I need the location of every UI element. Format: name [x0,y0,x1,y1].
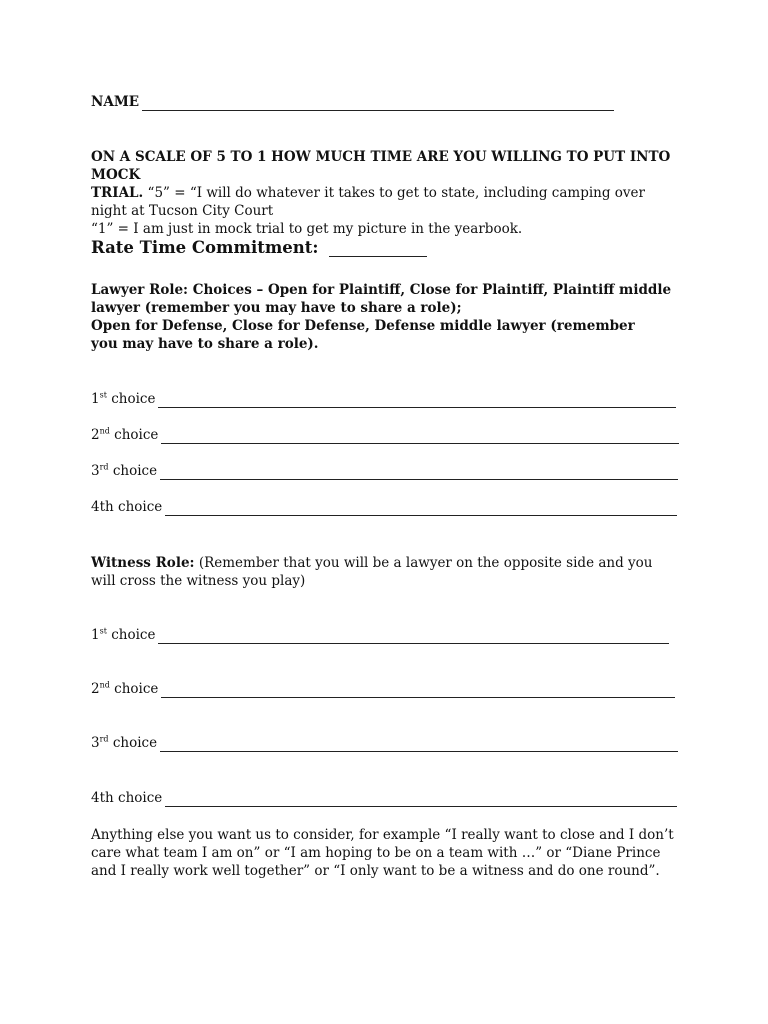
rate-label: Rate Time Commitment: [91,238,319,257]
scale-one-text: “1” = I am just in mock trial to get my picture in the yearbook. [91,221,523,237]
name-row [91,94,614,111]
witness-choice-1-row [91,627,669,644]
lawyer-choice-2-blank-line[interactable] [161,431,679,444]
rate-row [91,238,427,257]
witness-choice-4-label: 4th choice [91,790,163,806]
witness-choice-4-blank-line[interactable] [165,794,677,807]
lawyer-choice-2-label: 2nd choice [91,426,159,443]
witness-role-text: (Remember that you will be a lawyer on the opposite side and you will cross the witness you play) [91,555,653,589]
lawyer-role-description [91,281,681,353]
witness-choice-2-row [91,681,675,698]
witness-choice-2-label: 2nd choice [91,680,159,697]
rate-blank-line[interactable] [329,242,427,257]
lawyer-role-line2: Open for Defense, Close for Defense, Defense middle lawyer (remember you may have to share a role). [91,318,635,352]
name-blank-line[interactable] [142,98,614,111]
lawyer-role-line1: Lawyer Role: Choices – Open for Plaintiff, Close for Plaintiff, Plaintiff middle lawyer (remember you may have to share a role); [91,282,672,316]
scale-trial-word: TRIAL. [91,185,144,201]
lawyer-choice-1-row [91,391,676,408]
witness-role-title: Witness Role: [91,555,195,571]
witness-choice-3-blank-line[interactable] [160,739,678,752]
anything-else-text: Anything else you want us to consider, for example “I really want to close and I don’t care what team I am on” or “I am hoping to be on a team with …” or “Diane Prince and I really work well together” or “I only want to be a witness and do one round”. [91,827,674,879]
lawyer-choice-3-label: 3rd choice [91,462,158,479]
lawyer-choice-3-blank-line[interactable] [160,467,678,480]
name-label: NAME [91,94,140,110]
witness-choice-3-label: 3rd choice [91,734,158,751]
lawyer-choice-3-row [91,463,678,480]
lawyer-choice-4-blank-line[interactable] [165,503,677,516]
scale-five-text: “5” = “I will do whatever it takes to get to state, including camping over night at Tucson City Court [91,185,645,219]
witness-choice-1-blank-line[interactable] [158,631,669,644]
anything-else-paragraph [91,826,676,880]
witness-choice-1-label: 1st choice [91,626,156,643]
scale-question [91,148,691,238]
witness-role-description [91,554,671,590]
lawyer-choice-1-blank-line[interactable] [158,395,676,408]
lawyer-choice-2-row [91,427,679,444]
witness-choice-2-blank-line[interactable] [161,685,675,698]
scale-heading: ON A SCALE OF 5 TO 1 HOW MUCH TIME ARE YOU WILLING TO PUT INTO MOCK [91,149,671,183]
witness-choice-4-row [91,790,677,807]
lawyer-choice-4-label: 4th choice [91,499,163,515]
witness-choice-3-row [91,735,678,752]
lawyer-choice-1-label: 1st choice [91,390,156,407]
lawyer-choice-4-row [91,499,677,516]
